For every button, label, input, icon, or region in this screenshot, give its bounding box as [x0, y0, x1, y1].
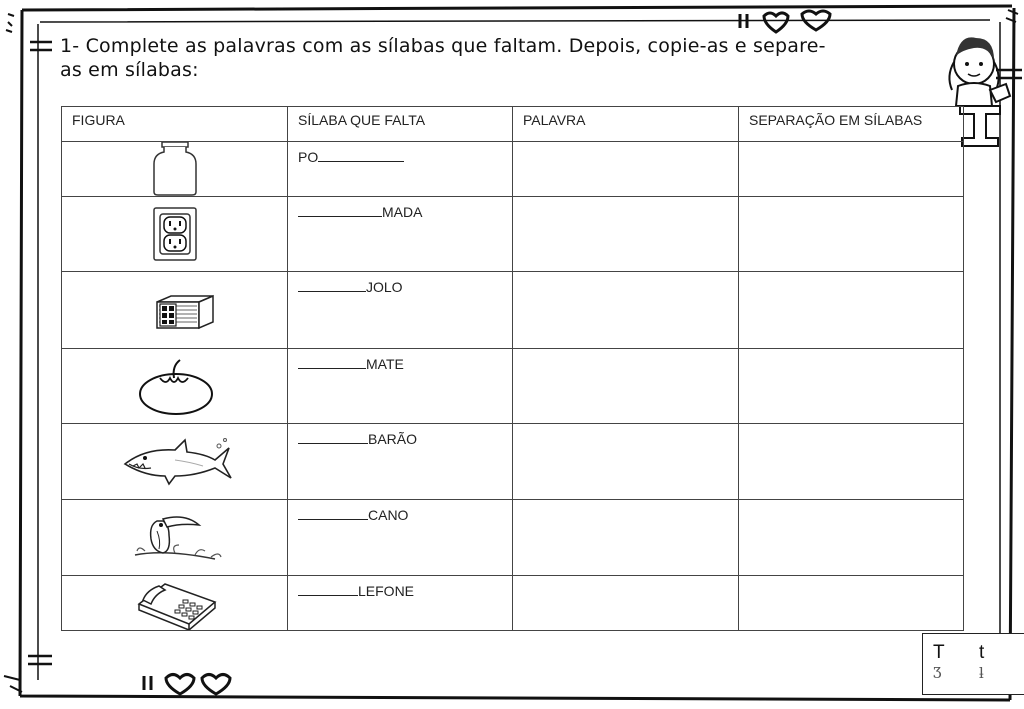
instruction-line-2: as em sílabas:: [60, 59, 199, 81]
letter-upper: T: [933, 642, 945, 663]
separation-answer-cell[interactable]: [739, 197, 964, 272]
table-row: [62, 349, 964, 424]
hearts-bottom-decoration: [140, 668, 260, 696]
blank-line: [318, 148, 404, 162]
instruction-line-1: 1- Complete as palavras com as sílabas que faltam. Depois, copie-as e separe-: [60, 35, 826, 57]
word-answer-cell[interactable]: [513, 197, 739, 272]
separation-answer-cell[interactable]: [739, 142, 964, 197]
syllable-cell[interactable]: [288, 500, 513, 576]
separation-answer-cell[interactable]: [739, 272, 964, 349]
word-answer-cell[interactable]: [513, 272, 739, 349]
toucan-icon: [115, 505, 235, 571]
syllable-cell[interactable]: [288, 197, 513, 272]
outlet-icon: [152, 206, 198, 262]
syllable-suffix: BARÃO: [368, 431, 418, 447]
header-silaba: SÍLABA QUE FALTA: [288, 107, 513, 142]
table-row: [62, 576, 964, 631]
table-header-row: [62, 107, 964, 142]
blank-line: [298, 430, 368, 444]
separation-answer-cell[interactable]: [739, 576, 964, 631]
jar-icon: [150, 142, 200, 196]
tomato-icon: [130, 356, 220, 416]
shark-icon: [115, 434, 235, 490]
table-row: [62, 500, 964, 576]
syllable-suffix: MATE: [366, 356, 404, 372]
letter-lower: t: [979, 642, 985, 663]
instruction-text: [60, 34, 940, 82]
brick-icon: [105, 282, 245, 338]
word-answer-cell[interactable]: [513, 142, 739, 197]
syllable-table: [61, 106, 964, 631]
letter-upper-cursive: Ʒ: [933, 664, 942, 682]
blank-line: [298, 355, 366, 369]
word-answer-cell[interactable]: [513, 500, 739, 576]
blank-line: [298, 203, 382, 217]
header-palavra: PALAVRA: [513, 107, 739, 142]
table-row: [62, 197, 964, 272]
figure-cell: [62, 142, 288, 197]
syllable-cell[interactable]: [288, 424, 513, 500]
word-answer-cell[interactable]: [513, 424, 739, 500]
figure-cell: [62, 272, 288, 349]
letter-reference-box: [922, 633, 1024, 695]
letter-lower-cursive: ƚ: [979, 664, 984, 682]
syllable-suffix: MADA: [382, 204, 423, 220]
table-row: [62, 424, 964, 500]
syllable-suffix: JOLO: [366, 279, 403, 295]
figure-cell: [62, 349, 288, 424]
blank-line: [298, 506, 368, 520]
table-row: [62, 142, 964, 197]
figure-cell: [62, 576, 288, 631]
separation-answer-cell[interactable]: [739, 500, 964, 576]
syllable-suffix: LEFONE: [358, 583, 415, 599]
word-answer-cell[interactable]: [513, 349, 739, 424]
syllable-suffix: CANO: [368, 507, 409, 523]
header-separacao: SEPARAÇÃO EM SÍLABAS: [739, 107, 964, 142]
word-answer-cell[interactable]: [513, 576, 739, 631]
syllable-cell[interactable]: [288, 272, 513, 349]
blank-line: [298, 278, 366, 292]
hearts-top-decoration: [736, 8, 856, 34]
figure-cell: [62, 424, 288, 500]
syllable-cell[interactable]: [288, 142, 513, 197]
syllable-prefix: PO: [298, 149, 319, 165]
figure-cell: [62, 500, 288, 576]
syllable-cell[interactable]: [288, 349, 513, 424]
separation-answer-cell[interactable]: [739, 424, 964, 500]
figure-cell: [62, 197, 288, 272]
separation-answer-cell[interactable]: [739, 349, 964, 424]
telephone-icon: [125, 576, 225, 630]
blank-line: [298, 582, 358, 596]
syllable-cell[interactable]: [288, 576, 513, 631]
table-row: [62, 272, 964, 349]
header-figura: FIGURA: [62, 107, 288, 142]
